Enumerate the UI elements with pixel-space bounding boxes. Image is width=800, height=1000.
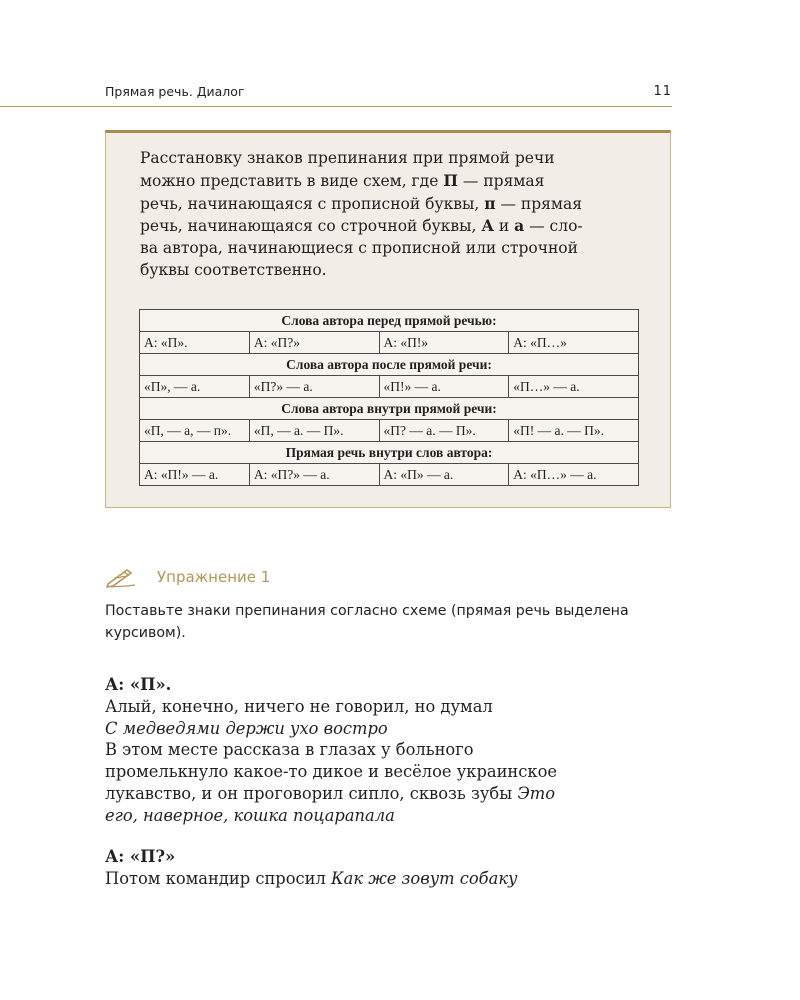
table-cell: А: «П». (140, 332, 250, 354)
section-row (140, 310, 639, 332)
text-line: лукавство, и он проговорил сипло, сквозь зубы Это (105, 783, 556, 803)
text-line: промелькнуло какое-то дикое и весёлое украинское (105, 762, 558, 782)
rule-line: речь, начинающаяся с прописной буквы, п — прямая (140, 193, 583, 213)
text-line: Потом командир спросил Как же зовут собаку (105, 868, 518, 888)
scheme-table (139, 309, 639, 486)
table-row (140, 420, 639, 442)
section-title: Слова автора перед прямой речью: (140, 310, 639, 332)
rule-line: можно представить в виде схем, где П — прямая (140, 170, 545, 190)
running-head (105, 84, 672, 99)
scheme-label: А: «П». (105, 675, 172, 694)
section-row (140, 442, 639, 464)
table-cell: А: «П!» — а. (140, 464, 250, 486)
table-cell: «П?» — а. (249, 376, 379, 398)
table-cell: «П!» — а. (379, 376, 509, 398)
table-row (140, 464, 639, 486)
text-line: его, наверное, кошка поцарапала (105, 805, 395, 825)
symbol-A: А (481, 216, 494, 236)
table-row (140, 376, 639, 398)
table-cell: «П? — а. — П». (379, 420, 509, 442)
header-divider (0, 106, 672, 107)
rule-line: ва автора, начинающиеся с прописной или строчной (140, 239, 578, 258)
symbol-p: п (484, 193, 496, 213)
symbol-P: П (443, 170, 458, 190)
example-block-1 (105, 674, 665, 827)
table-cell: «П…» — а. (509, 376, 639, 398)
table-cell: А: «П…» (509, 332, 639, 354)
example-block-2 (105, 846, 665, 890)
table-cell: А: «П…» — а. (509, 464, 639, 486)
section-row (140, 354, 639, 376)
section-title: Слова автора внутри прямой речи: (140, 398, 639, 420)
section-title: Прямая речь внутри слов автора: (140, 442, 639, 464)
task-line: Поставьте знаки препинания согласно схеме (прямая речь выделена (105, 603, 629, 619)
exercise-task (105, 600, 665, 644)
page-number: 11 (653, 84, 672, 99)
rule-text (140, 148, 638, 282)
table-cell: А: «П?» — а. (249, 464, 379, 486)
chapter-title: Прямая речь. Диалог (105, 84, 245, 99)
table-cell: «П, — а. — П». (249, 420, 379, 442)
text-line: В этом месте рассказа в глазах у больного (105, 740, 474, 760)
text-line: С медведями держи ухо востро (105, 718, 388, 738)
table-cell: «П», — а. (140, 376, 250, 398)
table-cell: «П! — а. — П». (509, 420, 639, 442)
symbol-a: а (514, 216, 525, 236)
rule-line: Расстановку знаков препинания при прямой речи (140, 149, 555, 167)
task-line: курсивом). (105, 625, 186, 641)
rule-line: буквы соответственно. (140, 260, 327, 279)
table-cell: А: «П!» (379, 332, 509, 354)
section-title: Слова автора после прямой речи: (140, 354, 639, 376)
table-cell: А: «П?» (249, 332, 379, 354)
exercise-title: Упражнение 1 (157, 568, 271, 586)
table-cell: А: «П» — а. (379, 464, 509, 486)
table-cell: «П, — а, — п». (140, 420, 250, 442)
scheme-label: А: «П?» (105, 847, 176, 866)
exercise-heading (105, 565, 270, 589)
rule-line: речь, начинающаяся со строчной буквы, А и а — сло- (140, 216, 583, 236)
text-line: Алый, конечно, ничего не говорил, но думал (105, 696, 493, 716)
section-row (140, 398, 639, 420)
table-row (140, 332, 639, 354)
pen-writing-icon (105, 566, 137, 588)
rule-box (105, 130, 671, 508)
